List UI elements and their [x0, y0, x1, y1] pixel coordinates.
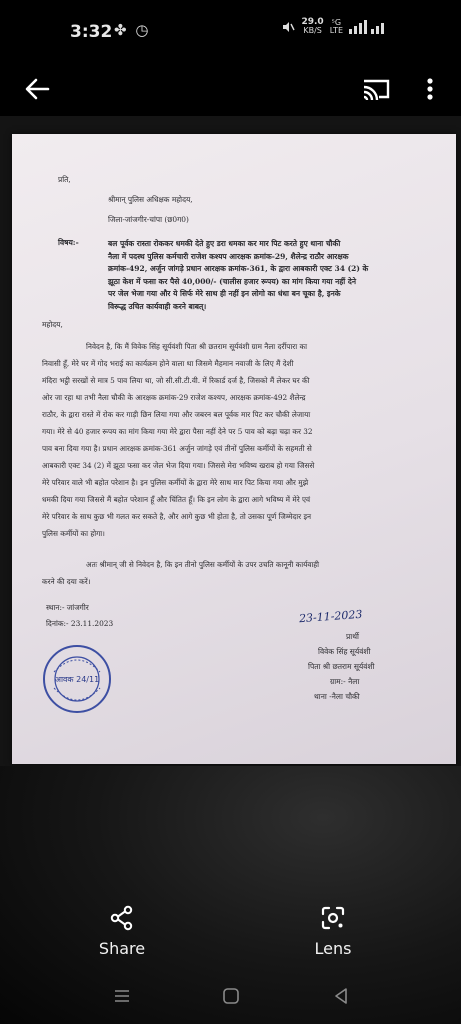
share-button[interactable] — [82, 905, 162, 958]
status-indicators — [281, 18, 389, 35]
cast-icon[interactable] — [360, 74, 392, 104]
subject-line: क्रमांक-492, अर्जुन जांगड़े प्रधान आरक्षक क्रमांक-361, के द्वारा आबकारी एक्ट 34 (2) के — [108, 264, 369, 273]
sender-father: पिता श्री छतराम सूर्यवंशी — [308, 662, 375, 671]
system-nav-bar — [0, 975, 461, 1024]
letter-body — [42, 338, 446, 542]
letter-district: जिला-जांजगीर-चांपा (छ0ग0) — [108, 215, 189, 224]
body-line: मेरे परिवार वाले भी बहोत परेशान है। इन पुलिस कर्मीयों के द्वारा मेरे साथ मार पिट किया गया और मुझे — [42, 478, 309, 487]
share-icon — [109, 905, 135, 931]
recents-icon[interactable] — [113, 988, 131, 1004]
nav-back-icon[interactable] — [333, 987, 349, 1005]
sender-name: विवेक सिंह सूर्यवंशी — [318, 647, 371, 656]
mute-icon — [281, 20, 295, 34]
lens-label: Lens — [314, 939, 352, 958]
status-time: 3:32 — [70, 22, 113, 42]
network-type: ⁵G LTE — [329, 17, 343, 35]
notification-icons: ✤ ◷ — [114, 21, 151, 39]
body-line: आबकारी एक्ट 34 (2) में झूठा फसा कर जेल भेज दिया गया। जिससे मेरा भविष्य खराब हो गया जिससे — [42, 461, 315, 470]
letter-addressee: श्रीमान् पुलिस अधिक्षक महोदय, — [108, 195, 193, 204]
sender-role: प्रार्थी — [346, 632, 359, 641]
request-line: करने की दया करें। — [42, 577, 91, 586]
official-stamp-seal — [40, 642, 114, 716]
body-line: धमकी दिया गया जिससे मैं बहोत परेशान हूँ और चिंतित हूँ। कि इन लोग के द्वारा आगे भविष्य में मेरे एवं — [42, 495, 311, 504]
signal-icon — [349, 20, 389, 34]
sender-village: ग्राम:- नैला — [330, 677, 360, 686]
request-line: अतः श्रीमान् जी से निवेदन है, कि इन तीनो पुलिस कर्मीयों के उपर उचति कानूनी कार्यवाही — [86, 560, 320, 569]
subject-line: नैला में पदस्थ पुलिस कर्मचारी राजेश कश्यप आरक्षक क्रमांक-29, शैलेन्द्र राठौर आरक्षक — [108, 251, 349, 261]
sender-details — [296, 629, 374, 704]
status-bar — [0, 0, 461, 60]
more-options-icon[interactable] — [420, 74, 440, 104]
viewer-toolbar — [0, 60, 461, 116]
network-speed: 29.0 KB/S — [301, 17, 324, 35]
lens-button[interactable] — [293, 905, 373, 958]
letter-document[interactable] — [12, 134, 456, 764]
letter-request — [42, 556, 446, 590]
body-line: राठौर, के द्वारा रास्ते में रोक कर गाड़ी छिन लिया गया और जबरन बल पूर्वक मार पिट कर चौकी लेजाया — [42, 410, 311, 419]
body-line: गया। मेरे से 40 हजार रूपय का मांग किया गया मेरे द्वारा पैसा नहीं देने पर 5 पाव को बढ़ा चढ़ा कर 32 — [42, 427, 313, 436]
subject-text — [108, 238, 438, 313]
letter-prati: प्रति, — [58, 175, 71, 184]
body-line: ओर जा रहा था तभी नैला चौकी के आरक्षक क्रमांक-29 राजेश कश्यप, आरक्षक क्रमांक-492 शैलेन्द्र — [42, 393, 306, 402]
body-line: पुलिस कर्मीयों का होगा। — [42, 529, 105, 538]
letter-place: स्थान:- जांजगीर — [46, 603, 89, 612]
subject-line: झूठा केश में फसा कर पैसे 40,000/- (चालीस हजार रूपय) का मांग किया गया नहीं देने — [108, 276, 356, 286]
body-line: पाव बना दिया गया है। प्रधान आरक्षक क्रमांक-361 अर्जुन जांगड़े एवं तीनों पुलिस कर्मीयों के सहमती से — [42, 444, 312, 453]
subject-line: पर जेल भेजा गया और ये सिर्फ मेरे साथ ही नहीं इन लोगो का धंधा बन चूका है, इनके — [108, 289, 341, 298]
lens-icon — [320, 905, 346, 931]
body-line: मंदिरा भट्ठी सरखों से मात्र 5 पाव लिया था, जो सी.सी.टी.वी. में रिकार्ड दर्ज है, जिसको मैं लेकर घर की — [42, 376, 310, 385]
share-label: Share — [98, 939, 146, 958]
back-arrow-icon[interactable] — [22, 74, 52, 104]
stamp-text: आवक 24/11 — [54, 675, 100, 684]
handwritten-signature: 23-11-2023 — [298, 607, 363, 626]
subject-line: बल पूर्वक रास्ता रोककर धमकी देते हुए डरा धमका कर मार पिट करते हुए थाना चौकी — [108, 239, 341, 248]
letter-salutation: महोदय, — [42, 320, 63, 329]
body-line: मेरे परिवार के साथ कुछ भी गलत कर सकते है, और आगे कुछ भी होता है, तो उसका पूर्ण जिम्मेदार इन — [42, 512, 312, 521]
body-line: निवासी हूँ, मेरे घर में गोद भराई का कार्यक्रम होने वाला था जिसमे मैहमान नवाजी के लिए मैं देशी — [42, 359, 294, 368]
home-icon[interactable] — [222, 987, 240, 1005]
subject-label: विषय:- — [58, 238, 79, 247]
letter-date: दिनांक:- 23.11.2023 — [46, 619, 114, 628]
subject-line: विरूद्ध उचित कार्यवाही करने बाबत्। — [108, 301, 207, 311]
sender-station: थाना -नैला चौकी — [314, 692, 360, 701]
body-line: निवेदन है, कि मैं विवेक सिंह सूर्यवंशी पिता श्री छतराम सूर्यवंशी ग्राम नैला दर्रीपारा का — [86, 342, 307, 351]
